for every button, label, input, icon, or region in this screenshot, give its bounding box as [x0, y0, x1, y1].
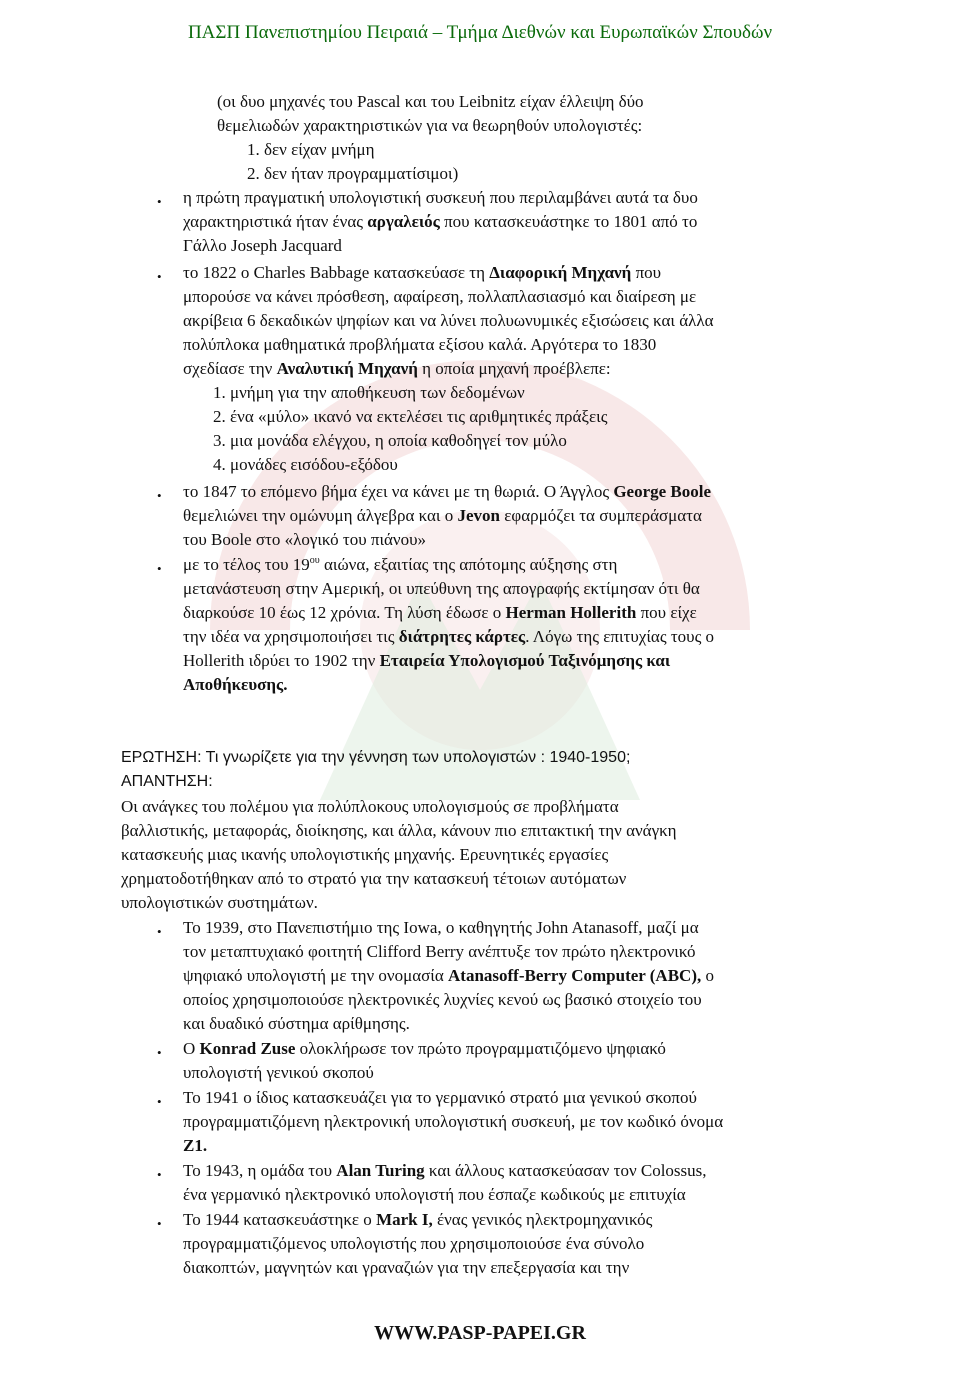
answer-line: υπολογιστικών συστημάτων.: [121, 893, 318, 912]
boole-line: του Boole στο «λογικό του πιάνου»: [183, 530, 427, 549]
atanasoff-line: οποίος χρησιμοποιούσε ηλεκτρονικές λυχνίες κενού ως βασικό στοιχείο του: [183, 990, 702, 1009]
babbage-line: ακρίβεια 6 δεκαδικών ψηφίων και να λύνει πολυωνυμικές εξισώσεις και άλλα: [183, 311, 714, 330]
babbage-line: σχεδίασε την Αναλυτική Μηχανή η οποία μηχανή προέβλεπε:: [183, 359, 611, 378]
turing-line: ένα γερμανικό ηλεκτρονικό υπολογιστή που έσπαζε κωδικούς με επιτυχία: [183, 1185, 686, 1204]
question-heading: ΕΡΩΤΗΣΗ: Τι γνωρίζετε για την γέννηση των υπολογιστών : 1940-1950;: [121, 749, 631, 766]
answer-line: χρηματοδοτήθηκαν από το στρατό για την κατασκευή τέτοιων αυτόματων: [121, 869, 627, 888]
turing-line: Το 1943, η ομάδα του Alan Turing και άλλους κατασκεύασαν τον Colossus,: [183, 1161, 707, 1180]
z1-line: Z1.: [183, 1136, 208, 1155]
z1-line: προγραμματιζόμενη ηλεκτρονική υπολογιστική συσκευή, με τον κωδικό όνομα: [183, 1112, 724, 1131]
hollerith-line: Hollerith ιδρύει το 1902 την Εταιρεία Υπολογισμού Ταξινόμησης και: [183, 651, 671, 670]
engine-feature-item: 2. ένα «μύλο» ικανό να εκτελέσει τις αριθμητικές πράξεις: [213, 407, 608, 426]
atanasoff-line: τον μεταπτυχιακό φοιτητή Clifford Berry ανέπτυξε τον πρώτο ηλεκτρονικό: [183, 942, 696, 961]
bullet-icon: •: [157, 1216, 162, 1231]
marki-line: διακοπτών, μαγνητών και γραναζιών για την επεξεργασία και την: [183, 1258, 630, 1277]
jacquard-line: η πρώτη πραγματική υπολογιστική συσκευή που περιλαμβάνει αυτά τα δυο: [183, 188, 698, 207]
bullet-icon: •: [157, 269, 162, 284]
jacquard-line: Γάλλο Joseph Jacquard: [183, 236, 342, 255]
page-header: ΠΑΣΠ Πανεπιστημίου Πειραιά – Τμήμα Διεθνών και Ευρωπαϊκών Σπουδών: [187, 22, 773, 43]
bullet-icon: •: [157, 924, 162, 939]
intro-list-item: 2. δεν ήταν προγραμματίσιμοι): [247, 164, 459, 183]
bullet-icon: •: [157, 488, 162, 503]
hollerith-line: Αποθήκευσης.: [183, 675, 288, 694]
marki-line: Το 1944 κατασκευάστηκε ο Mark I, ένας γενικός ηλεκτρομηχανικός: [183, 1210, 653, 1229]
bullet-icon: •: [157, 1045, 162, 1060]
bullet-icon: •: [157, 1094, 162, 1109]
bullet-icon: •: [157, 194, 162, 209]
hollerith-line: την ιδέα να χρησιμοποιήσει τις διάτρητες κάρτες. Λόγω της επιτυχίας τους ο: [183, 627, 715, 646]
answer-label: ΑΠΑΝΤΗΣΗ:: [121, 773, 213, 790]
jacquard-line: χαρακτηριστικά ήταν ένας αργαλειός που κατασκευάστηκε το 1801 από το: [183, 212, 698, 231]
intro-line: (οι δυο μηχανές του Pascal και του Leibnitz είχαν έλλειψη δύο: [217, 92, 644, 111]
intro-line: θεμελιωδών χαρακτηριστικών για να θεωρηθούν υπολογιστές:: [217, 116, 643, 135]
answer-line: Οι ανάγκες του πολέμου για πολύπλοκους υπολογισμούς σε προβλήματα: [121, 797, 619, 816]
footer-url: WWW.PASP-PAPEI.GR: [374, 1322, 586, 1344]
hollerith-line: διαρκούσε 10 έως 12 χρόνια. Τη λύση έδωσε ο Herman Hollerith που είχε: [183, 603, 697, 622]
babbage-line: μπορούσε να κάνει πρόσθεση, αφαίρεση, πολλαπλασιασμό και διαίρεση με: [183, 287, 697, 306]
atanasoff-line: ψηφιακό υπολογιστή με την ονομασία Atanasoff-Berry Computer (ABC), ο: [183, 966, 714, 985]
engine-feature-item: 3. μια μονάδα ελέγχου, η οποία καθοδηγεί τον μύλο: [213, 431, 567, 450]
hollerith-line: μετανάστευση στην Αμερική, οι υπεύθυνη της απογραφής εκτίμησαν ότι θα: [183, 579, 700, 598]
boole-line: το 1847 το επόμενο βήμα έχει να κάνει με τη θωριά. Ο Άγγλος George Boole: [183, 482, 712, 501]
engine-feature-item: 1. μνήμη για την αποθήκευση των δεδομένων: [213, 383, 525, 402]
babbage-line: πολύπλοκα μαθηματικά προβλήματα εξίσου καλά. Αργότερα το 1830: [183, 335, 657, 354]
atanasoff-line: και δυαδικό σύστημα αρίθμησης.: [183, 1014, 410, 1033]
answer-line: κατασκευής μιας ικανής υπολογιστικής μηχανής. Ερευνητικές εργασίες: [121, 845, 609, 864]
bullet-icon: •: [157, 1167, 162, 1182]
marki-line: προγραμματιζόμενος υπολογιστής που χρησιμοποιούσε ένα σύνολο: [183, 1234, 645, 1253]
bullet-icon: •: [157, 561, 162, 576]
atanasoff-line: Το 1939, στο Πανεπιστήμιο της Iowa, ο καθηγητής John Atanasoff, μαζί μα: [183, 918, 699, 937]
zuse-line: υπολογιστή γενικού σκοπού: [183, 1063, 374, 1082]
intro-list-item: 1. δεν είχαν μνήμη: [247, 140, 375, 159]
z1-line: Το 1941 ο ίδιος κατασκευάζει για το γερμανικό στρατό μια γενικού σκοπού: [183, 1088, 697, 1107]
answer-line: βαλλιστικής, μεταφοράς, διοίκησης, και άλλα, κάνουν πιο επιτακτική την ανάγκη: [121, 821, 677, 840]
babbage-line: το 1822 ο Charles Babbage κατασκεύασε τη Διαφορική Μηχανή που: [183, 263, 662, 282]
zuse-line: Ο Konrad Zuse ολοκλήρωσε τον πρώτο προγραμματιζόμενο ψηφιακό: [183, 1039, 666, 1058]
engine-feature-item: 4. μονάδες εισόδου-εξόδου: [213, 455, 398, 474]
hollerith-line: με το τέλος του $19^{o\upsilon}$ αιώνα, εξαιτίας της απότομης αύξησης στη: [183, 555, 618, 574]
boole-line: θεμελιώνει την ομώνυμη άλγεβρα και ο Jevon εφαρμόζει τα συμπεράσματα: [183, 506, 702, 525]
